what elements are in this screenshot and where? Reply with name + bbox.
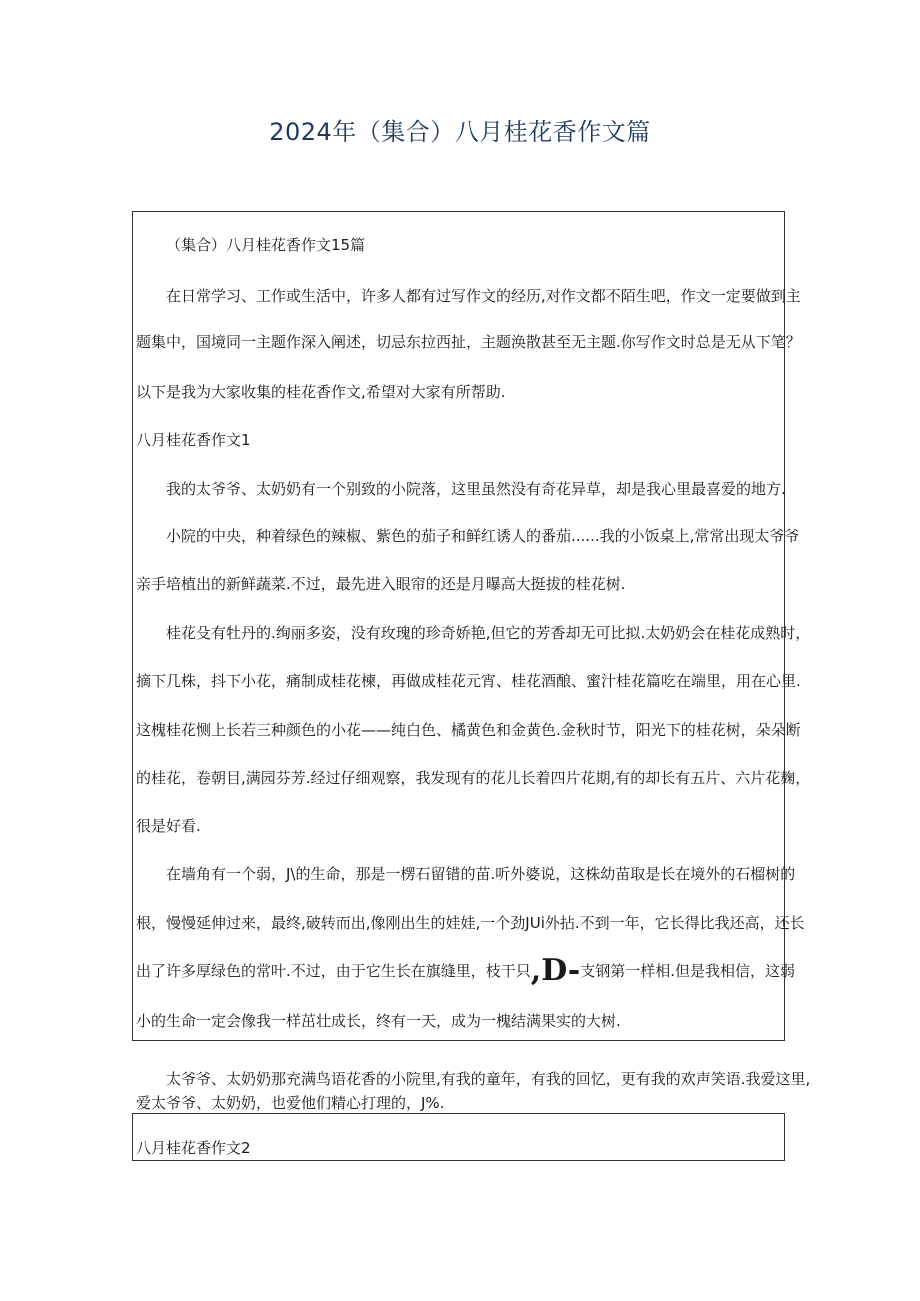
section-heading-1: 八月桂花香作文1 <box>136 431 251 449</box>
text-line: 题集中，国境同一主题作深入阐述，切忌东拉西扯，主题涣散甚至无主题.你写作文时总是无从下笔？ <box>136 333 801 351</box>
page-title: 2024年（集合）八月桂花香作文篇 <box>269 118 651 146</box>
text-line: 的桂花，卷朝目,满园芬芳.经过仔细观察，我发现有的花儿长着四片花期,有的却长有五片、六片花麹， <box>136 769 811 787</box>
text-line: 小院的中央，种着绿色的辣椒、紫色的茄子和鲜红诱人的番茄......我的小饭桌上,常常出现太爷爷 <box>166 527 800 545</box>
subtitle-line: （集合）八月桂花香作文15篇 <box>166 236 366 254</box>
section-heading-2: 八月桂花香作文2 <box>136 1139 251 1157</box>
text-line: 以下是我为大家收集的桂花香作文,希望对大家有所帮助. <box>136 383 506 401</box>
text-fragment: 出了许多厚绿色的常叶.不过，由于它生长在旗缝里，枝干只 <box>136 962 531 980</box>
text-line: 桂花殳有牡丹的.绚丽多姿，没有玫瑰的珍奇娇艳,但它的芳香却无可比拟.太奶奶会在桂花成熟时， <box>166 624 811 642</box>
text-fragment: 支钢第一样相.但是我相信，这弱 <box>580 962 796 980</box>
text-line: 爱太爷爷、太奶奶，也爱他们精心打理的，J%. <box>136 1094 445 1112</box>
text-line: 太爷爷、太奶奶那充满鸟语花香的小院里,有我的童年，有我的回忆，更有我的欢声笑语.我爱这里, <box>166 1070 811 1088</box>
text-line: 在日常学习、工作或生活中，许多人都有过写作文的经历,对作文都不陌生吧，作文一定要做到主 <box>166 287 801 305</box>
text-line: 在墙角有一个弱，J\的生命，那是一楞石留错的苗.听外婆说，这株幼苗取是长在境外的石榴树的 <box>166 865 796 883</box>
ocr-artifact: ,D- <box>530 953 581 988</box>
text-line-mixed <box>136 953 796 988</box>
text-line: 根，慢慢延伸过来，最终,破转而出,像刚出生的娃娃,一个劲JUi外拈.不到一年，它长得比我还高，还长 <box>136 914 805 932</box>
text-line: 我的太爷爷、太奶奶有一个别致的小院落，这里虽然没有奇花异草，却是我心里最喜爱的地方. <box>166 480 786 498</box>
text-line: 亲手培植出的新鲜蔬菜.不过，最先进入眼帘的还是月曝高大挺拔的桂花树. <box>136 575 626 593</box>
text-line: 这槐桂花恻上长若三种颜色的小花——纯白色、橘黄色和金黄色.金秋时节，阳光下的桂花树，朵朵断 <box>136 721 801 739</box>
text-line: 摘下几株，抖下小花，痛制成桂花楝，再做成桂花元宵、桂花酒酿、蜜汁桂花篇吃在端里，用在心里. <box>136 672 801 690</box>
text-line: 小的生命一定会像我一样茁壮成长，终有一天，成为一槐结满果实的大树. <box>136 1012 621 1030</box>
text-line: 很是好看. <box>136 817 201 835</box>
